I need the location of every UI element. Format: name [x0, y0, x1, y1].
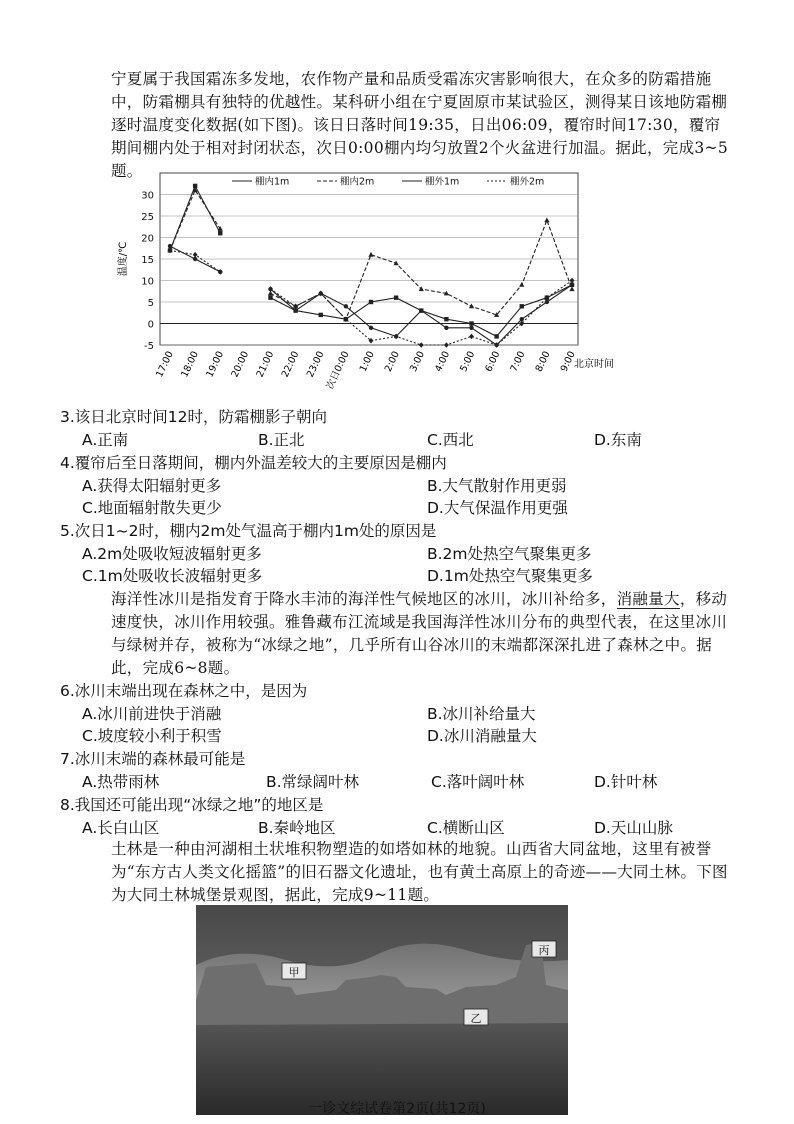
chart-data-point	[344, 304, 348, 308]
chart-x-tick-label: 18:00	[179, 349, 201, 380]
chart-data-point	[569, 286, 574, 291]
photo-label-jia: 甲	[288, 966, 300, 979]
intro-glacier-text-b: ，移动速度快，冰川作用较强。雅鲁藏布江流域是我国海洋性冰川分布的典型代表，在这里冰川与绿树并存，被称为“冰绿之地”，几乎所有山谷冰川的末端都深深扎进了森林之中。据此，完成6~8题。	[111, 590, 728, 677]
chart-x-tick-label: 2:00	[382, 349, 402, 374]
chart-x-tick-label: 5:00	[458, 349, 478, 374]
chart-legend-label: 棚外1m	[425, 176, 460, 188]
chart-x-tick-label: 9:00	[558, 349, 578, 374]
chart-data-point	[193, 252, 198, 258]
chart-series-line	[170, 246, 572, 345]
chart-x-tick-label: 3:00	[407, 349, 427, 374]
chart-data-point	[444, 326, 448, 330]
question-5-stem: 5.次日1~2时，棚内2m处气温高于棚内1m处的原因是	[60, 522, 437, 540]
chart-data-point	[419, 342, 424, 348]
chart-y-axis-label: 温度/℃	[118, 241, 129, 277]
q8-option-a[interactable]: A.长白山区	[82, 819, 160, 837]
q4-option-d[interactable]: D.大气保温作用更强	[427, 499, 568, 517]
q6-option-c[interactable]: C.坡度较小利于积雪	[82, 727, 222, 745]
chart-data-point	[369, 300, 373, 304]
chart-y-tick-label: 5	[147, 298, 154, 309]
chart-x-tick-label: 1:00	[357, 349, 377, 374]
question-7-stem: 7.冰川末端的森林最可能是	[60, 750, 246, 768]
q3-option-c[interactable]: C.西北	[427, 431, 474, 449]
chart-data-point	[218, 269, 223, 275]
q3-option-a[interactable]: A.正南	[82, 431, 129, 449]
chart-x-tick-label: 17:00	[154, 349, 176, 380]
chart-x-tick-label: 4:00	[433, 349, 453, 374]
chart-legend-label: 棚内2m	[340, 176, 375, 188]
q6-option-b[interactable]: B.冰川补给量大	[427, 705, 536, 723]
chart-x-tick-label: 19:00	[204, 349, 226, 380]
question-6-stem: 6.冰川末端出现在森林之中，是因为	[60, 682, 308, 700]
intro-frost: 宁夏属于我国霜冻多发地，农作物产量和品质受霜冻灾害影响很大，在众多的防霜措施中，防霜棚具有独特的优越性。某科研小组在宁夏固原市某试验区，测得某日该地防霜棚逐时温度变化数据(如下图)。该日日落时间19:35，日出06:09，覆帘时间17:30，覆帘期间棚内处于相对封闭状态，次日0:00棚内均匀放置2个火盆进行加温。据此，完成3~5题。	[111, 70, 728, 180]
chart-y-tick-label: 20	[141, 233, 154, 245]
chart-x-tick-label: 次日0:00	[324, 349, 352, 391]
q4-option-b[interactable]: B.大气散射作用更弱	[427, 477, 567, 495]
chart-data-point	[469, 334, 474, 340]
photo-label-yi: 乙	[470, 1012, 482, 1025]
intro-glacier	[80, 588, 730, 680]
chart-data-point	[419, 286, 424, 291]
chart-data-point	[368, 252, 373, 257]
chart-data-point	[218, 231, 222, 235]
chart-data-point	[519, 282, 524, 287]
chart-x-tick-label: 22:00	[279, 349, 302, 380]
question-3-stem: 3.该日北京时间12时，防霜棚影子朝向	[60, 408, 328, 426]
chart-y-tick-label: -5	[144, 341, 154, 352]
q7-option-c[interactable]: C.落叶阔叶林	[431, 773, 525, 791]
chart-y-tick-label: 0	[147, 319, 154, 331]
temperature-chart	[100, 165, 614, 401]
chart-x-tick-label: 7:00	[508, 349, 528, 374]
chart-data-point	[469, 326, 473, 330]
chart-x-tick-label: 8:00	[533, 349, 553, 374]
q5-option-a[interactable]: A.2m处吸收短波辐射更多	[82, 545, 262, 563]
intro-earth-forest: 土林是一种由河湖相土状堆积物塑造的如塔如林的地貌。山西省大同盆地，这里有被誉为“东方古人类文化摇篮”的旧石器文化遗址，也有黄土高原上的奇迹——大同土林。下图为大同土林城堡景观图，据此，完成9~11题。	[111, 840, 728, 904]
chart-x-tick-label: 6:00	[483, 349, 503, 374]
q7-option-b[interactable]: B.常绿阔叶林	[266, 773, 360, 791]
chart-data-point	[444, 342, 449, 348]
chart-data-point	[394, 296, 398, 300]
chart-data-point	[494, 334, 498, 338]
chart-x-tick-label: 23:00	[304, 349, 327, 380]
intro-glacier-text-a: 海洋性冰川是指发育于降水丰沛的海洋性气候地区的冰川，冰川补给多，	[111, 590, 617, 608]
chart-data-point	[520, 304, 524, 308]
chart-y-tick-label: 10	[141, 276, 154, 288]
q5-option-b[interactable]: B.2m处热空气聚集更多	[427, 545, 592, 563]
intro-glacier-underlined: 消融量大	[616, 590, 680, 608]
q3-option-b[interactable]: B.正北	[258, 431, 305, 449]
chart-data-point	[444, 317, 448, 321]
chart-y-tick-label: 25	[141, 212, 154, 223]
chart-y-tick-label: 15	[141, 255, 154, 266]
chart-x-tick-label: 21:00	[254, 349, 277, 380]
question-8-stem: 8.我国还可能出现“冰绿之地”的地区是	[60, 796, 324, 814]
q7-option-d[interactable]: D.针叶林	[594, 773, 658, 791]
chart-data-point	[369, 326, 373, 330]
question-4-stem: 4.覆帘后至日落期间，棚内外温差较大的主要原因是棚内	[60, 454, 447, 472]
datong-earth-forest-photo	[196, 905, 568, 1115]
page-footer: 一诊文综试卷第2页(共12页)	[308, 1101, 486, 1117]
chart-legend-label: 棚内1m	[255, 176, 290, 188]
chart-x-tick-label: 20:00	[229, 349, 252, 380]
chart-data-point	[469, 321, 473, 325]
chart-data-point	[419, 308, 423, 312]
chart-series-line	[170, 186, 572, 337]
q4-option-c[interactable]: C.地面辐射散失更少	[82, 499, 222, 517]
q4-option-a[interactable]: A.获得太阳辐射更多	[82, 477, 222, 495]
q7-option-a[interactable]: A.热带雨林	[82, 773, 160, 791]
q5-option-d[interactable]: D.1m处热空气聚集更多	[427, 567, 593, 585]
q3-option-d[interactable]: D.东南	[594, 431, 642, 449]
q6-option-d[interactable]: D.冰川消融量大	[427, 727, 537, 745]
q8-option-c[interactable]: C.横断山区	[427, 819, 505, 837]
photo-label-bing: 丙	[538, 944, 550, 957]
q8-option-d[interactable]: D.天山山脉	[594, 819, 673, 837]
chart-data-point	[570, 278, 575, 284]
q8-option-b[interactable]: B.秦岭地区	[258, 819, 336, 837]
chart-y-tick-label: 30	[141, 190, 154, 202]
q5-option-c[interactable]: C.1m处吸收长波辐射更多	[82, 567, 263, 585]
q6-option-a[interactable]: A.冰川前进快于消融	[82, 705, 222, 723]
chart-data-point	[544, 218, 549, 223]
chart-data-point	[319, 313, 323, 317]
chart-data-point	[268, 296, 272, 300]
chart-x-axis-label: 北京时间	[574, 359, 614, 370]
chart-legend-label: 棚外2m	[510, 176, 545, 188]
